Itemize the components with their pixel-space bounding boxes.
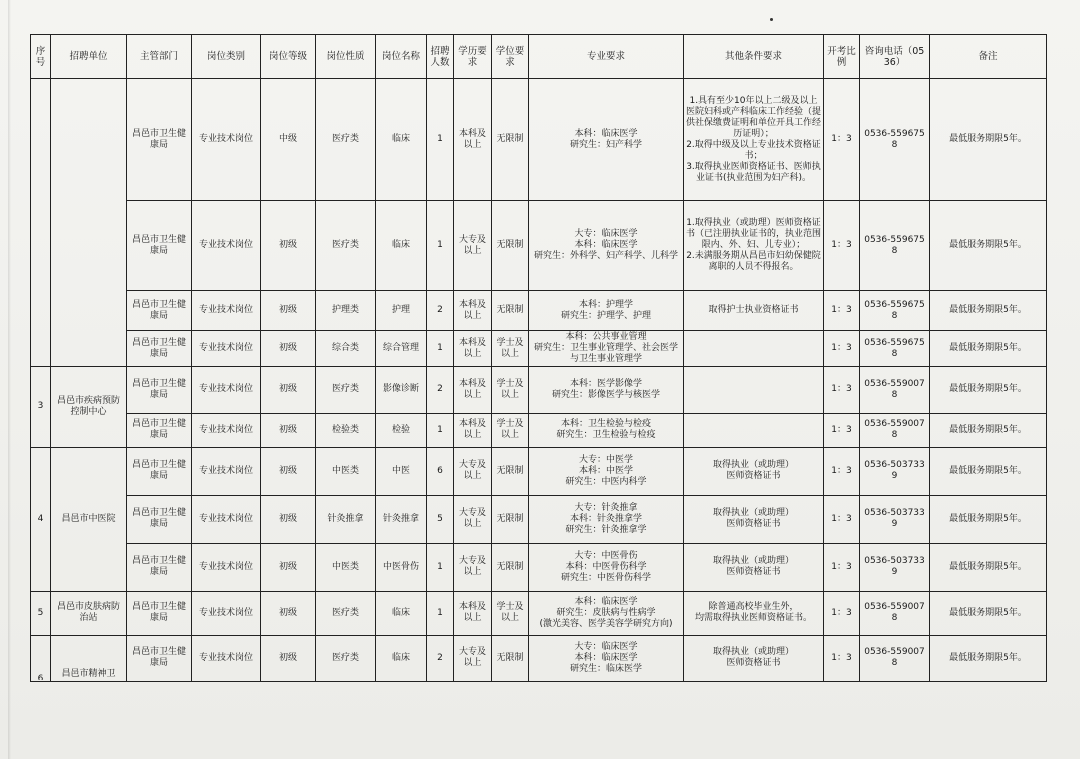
cell-other [684,79,824,201]
cell-note: 最低服务期限5年。 [930,367,1047,413]
major-line: 本科：临床医学 [574,596,638,607]
header-major: 专业要求 [529,35,684,79]
cell-note: 最低服务期限5年。 [930,495,1047,543]
cell-post-level: 初级 [261,291,316,331]
cell-other [684,291,824,331]
cell-unit [51,635,127,681]
table-row [31,543,1047,591]
cell-post-type: 专业技术岗位 [192,79,261,201]
major-line: 本科：医学影像学 [569,378,642,389]
major-line: 本科：临床医学 [574,240,638,251]
cell-seq [31,635,51,681]
cell-count: 1 [427,543,454,591]
cell-ratio: 1：3 [824,413,860,447]
cell-edu: 大专及以上 [454,201,492,291]
cell-phone: 0536-5596758 [860,331,930,367]
cell-post-type: 专业技术岗位 [192,413,261,447]
major-line: 大专：中医骨伤 [574,550,638,561]
cell-phone: 0536-5590078 [860,367,930,413]
cell-dept: 昌邑市卫生健康局 [127,367,192,413]
cell-post-level: 中级 [261,79,316,201]
cell-post-level: 初级 [261,635,316,681]
cell-post-level: 初级 [261,591,316,635]
cell-post-name: 护理 [376,291,427,331]
other-line: 2.取得中级及以上专业技术资格证书； [686,139,821,161]
cell-post-level: 初级 [261,367,316,413]
cell-ratio: 1：3 [824,447,860,495]
header-seq: 序号 [31,35,51,79]
other-line: 2.未满服务期从昌邑市妇幼保健院离职的人员不得报名。 [686,251,821,273]
cell-edu: 大专及以上 [454,635,492,681]
cell-count: 1 [427,591,454,635]
cell-post-nature: 医疗类 [316,201,376,291]
cell-major [529,201,684,291]
major-line: 本科：护理学 [578,299,633,310]
major-line: 研究生：影像医学与核医学 [551,389,660,400]
cell-phone: 0536-5596758 [860,291,930,331]
cell-post-name: 综合管理 [376,331,427,367]
cell-seq: 4 [31,447,51,591]
table-row [31,331,1047,367]
table-row [31,413,1047,447]
cell-post-level: 初级 [261,495,316,543]
major-line: 研究生：中医骨伤科学 [560,572,651,583]
cell-ratio: 1：3 [824,591,860,635]
cell-edu: 本科及以上 [454,79,492,201]
cell-other [684,635,824,681]
cell-ratio: 1：3 [824,367,860,413]
major-line: 研究生：中医内科学 [565,476,647,487]
cell-post-nature: 医疗类 [316,79,376,201]
other-line: 取得执业（或助理） [712,460,794,471]
cell-ratio: 1：3 [824,495,860,543]
cell-post-name: 检验 [376,413,427,447]
cell-note: 最低服务期限5年。 [930,201,1047,291]
cell-other [684,591,824,635]
cell-major [529,495,684,543]
cell-dept: 昌邑市卫生健康局 [127,591,192,635]
cell-other [684,495,824,543]
header-degree: 学位要求 [492,35,529,79]
cell-major [529,591,684,635]
cell-phone: 0536-5037339 [860,543,930,591]
cell-post-nature: 医疗类 [316,367,376,413]
header-count: 招聘人数 [427,35,454,79]
cell-degree: 无限制 [492,635,529,681]
major-line: 本科：临床医学 [574,652,638,663]
cell-other [684,367,824,413]
major-line: 大专：中医学 [578,454,633,465]
cell-post-nature: 中医类 [316,543,376,591]
cell-post-nature: 医疗类 [316,635,376,681]
other-line: 取得执业（或助理） [712,556,794,567]
major-line: 本科：针灸推拿学 [569,513,642,524]
header-ratio: 开考比例 [824,35,860,79]
cell-phone: 0536-5037339 [860,447,930,495]
cell-degree: 无限制 [492,79,529,201]
cell-ratio: 1：3 [824,291,860,331]
other-line: 3.取得执业医师资格证书、医师执业证书(执业范围为妇产科)。 [686,161,821,183]
cell-post-nature: 综合类 [316,331,376,367]
cell-major [529,543,684,591]
seq-number: 6 [37,674,44,680]
table-body [31,79,1047,682]
cell-degree: 学士及以上 [492,331,529,367]
cell-post-type: 专业技术岗位 [192,291,261,331]
other-line: 医师资格证书 [726,471,781,482]
cell-post-name: 针灸推拿 [376,495,427,543]
cell-post-nature: 针灸推拿 [316,495,376,543]
cell-seq: 5 [31,591,51,635]
cell-dept: 昌邑市卫生健康局 [127,447,192,495]
header-phone: 咨询电话（0536） [860,35,930,79]
cell-count: 6 [427,447,454,495]
cell-count: 1 [427,331,454,367]
cell-count: 2 [427,367,454,413]
other-line: 取得护士执业资格证书 [708,305,799,316]
cell-count: 1 [427,79,454,201]
cell-note: 最低服务期限5年。 [930,447,1047,495]
cell-post-nature: 医疗类 [316,591,376,635]
cell-edu: 本科及以上 [454,413,492,447]
other-line: 医师资格证书 [726,567,781,578]
cell-post-level: 初级 [261,543,316,591]
cell-note: 最低服务期限5年。 [930,331,1047,367]
major-line: 研究生：妇产科学 [569,139,642,150]
cell-post-level: 初级 [261,331,316,367]
cell-edu: 大专及以上 [454,495,492,543]
header-note: 备注 [930,35,1047,79]
header-unit: 招聘单位 [51,35,127,79]
cell-edu: 本科及以上 [454,591,492,635]
cell-post-type: 专业技术岗位 [192,635,261,681]
cell-post-level: 初级 [261,201,316,291]
cell-edu: 本科及以上 [454,367,492,413]
cell-major [529,413,684,447]
header-post-level: 岗位等级 [261,35,316,79]
cell-major [529,447,684,495]
cell-count: 2 [427,635,454,681]
cell-ratio: 1：3 [824,543,860,591]
cell-post-type: 专业技术岗位 [192,201,261,291]
other-line: 医师资格证书 [726,658,781,669]
cell-post-name: 中医骨伤 [376,543,427,591]
table-row [31,495,1047,543]
cell-seq: 3 [31,367,51,447]
cell-phone: 0536-5037339 [860,495,930,543]
speck [770,18,773,21]
cell-dept: 昌邑市卫生健康局 [127,79,192,201]
recruitment-table [30,34,1047,682]
table-row [31,591,1047,635]
major-line: 研究生：皮肤病与性病学 [556,607,656,618]
table-row [31,447,1047,495]
major-line: 研究生：针灸推拿学 [565,524,647,535]
other-line: 1.具有至少10年以上二级及以上医院妇科或产科临床工作经验（提供社保缴费证明和单位开具工作经历证明）； [686,95,822,139]
major-line: 本科：中医学 [578,465,633,476]
table-row [31,201,1047,291]
other-line: 取得执业（或助理） [712,647,794,658]
cell-post-name: 临床 [376,79,427,201]
cell-post-type: 专业技术岗位 [192,495,261,543]
cell-other [684,447,824,495]
cell-edu: 本科及以上 [454,331,492,367]
cell-unit: 昌邑市疾病预防控制中心 [51,367,127,447]
table-row [31,79,1047,201]
header-post-name: 岗位名称 [376,35,427,79]
cell-unit: 昌邑市中医院 [51,447,127,591]
cell-post-name: 临床 [376,201,427,291]
cell-ratio: 1：3 [824,201,860,291]
header-dept: 主管部门 [127,35,192,79]
major-line: 本科：中医骨伤科学 [565,561,647,572]
cell-phone: 0536-5590078 [860,591,930,635]
cell-dept: 昌邑市卫生健康局 [127,543,192,591]
cell-count: 5 [427,495,454,543]
cell-degree: 无限制 [492,447,529,495]
cell-note: 最低服务期限5年。 [930,413,1047,447]
major-line: 本科：临床医学 [574,128,638,139]
cell-dept: 昌邑市卫生健康局 [127,201,192,291]
unit-name: 昌邑市精神卫 [61,669,116,679]
other-line: 医师资格证书 [726,519,781,530]
major-line: 研究生：外科学、妇产科学、儿科学 [533,251,678,262]
cell-phone: 0536-5596758 [860,79,930,201]
other-line: 取得执业（或助理） [712,508,794,519]
cell-post-type: 专业技术岗位 [192,367,261,413]
cell-seq [31,79,51,367]
other-line: 均需取得执业医师资格证书。 [694,613,812,624]
cell-post-level: 初级 [261,413,316,447]
cell-post-nature: 检验类 [316,413,376,447]
cell-post-nature: 护理类 [316,291,376,331]
cell-note: 最低服务期限5年。 [930,591,1047,635]
cell-degree: 无限制 [492,543,529,591]
other-line: 除普通高校毕业生外， [708,602,799,613]
cell-note: 最低服务期限5年。 [930,79,1047,201]
header-row [31,35,1047,79]
cell-count: 1 [427,201,454,291]
cell-unit [51,79,127,367]
cell-post-nature: 中医类 [316,447,376,495]
cell-dept: 昌邑市卫生健康局 [127,291,192,331]
cell-edu: 大专及以上 [454,543,492,591]
cell-major [529,635,684,681]
cell-other [684,413,824,447]
binding-shadow [8,0,11,759]
header-post-type: 岗位类别 [192,35,261,79]
cell-degree: 学士及以上 [492,413,529,447]
cell-edu: 本科及以上 [454,291,492,331]
cell-phone: 0536-5596758 [860,201,930,291]
cell-post-type: 专业技术岗位 [192,543,261,591]
major-line: 本科：公共事业管理 [565,332,647,343]
cell-post-name: 临床 [376,635,427,681]
cell-degree: 无限制 [492,201,529,291]
major-line: 本科：卫生检验与检疫 [560,419,651,430]
major-line: 研究生：卫生检验与检疫 [556,430,656,441]
cell-major [529,367,684,413]
major-line: (激光美容、医学美容学研究方向) [539,618,673,629]
header-post-nature: 岗位性质 [316,35,376,79]
cell-degree: 无限制 [492,495,529,543]
cell-other [684,201,824,291]
cell-major [529,331,684,367]
cell-other [684,331,824,367]
cell-ratio: 1：3 [824,331,860,367]
header-other: 其他条件要求 [684,35,824,79]
cell-count: 2 [427,291,454,331]
cell-phone: 0536-5590078 [860,413,930,447]
cell-post-type: 专业技术岗位 [192,591,261,635]
table-row [31,635,1047,681]
major-line: 研究生：护理学、护理 [560,310,651,321]
cell-other [684,543,824,591]
cell-ratio: 1：3 [824,79,860,201]
major-line: 大专：针灸推拿 [574,502,638,513]
cell-count: 1 [427,413,454,447]
table-row [31,367,1047,413]
cell-major [529,79,684,201]
cell-degree: 无限制 [492,291,529,331]
other-line: 1.取得执业（或助理）医师资格证书（已注册执业证书的，执业范围限内、外、妇、儿专业）； [686,218,822,251]
cell-unit: 昌邑市皮肤病防治站 [51,591,127,635]
cell-post-name: 中医 [376,447,427,495]
cell-degree: 学士及以上 [492,591,529,635]
cell-edu: 大专及以上 [454,447,492,495]
major-line: 大专：临床医学 [574,641,638,652]
cell-post-level: 初级 [261,447,316,495]
cell-post-type: 专业技术岗位 [192,447,261,495]
cell-note: 最低服务期限5年。 [930,635,1047,681]
major-line: 研究生：卫生事业管理学、社会医学与卫生事业管理学 [533,343,678,365]
cell-post-name: 临床 [376,591,427,635]
cell-dept: 昌邑市卫生健康局 [127,495,192,543]
cell-post-name: 影像诊断 [376,367,427,413]
cell-post-type: 专业技术岗位 [192,331,261,367]
cell-ratio: 1：3 [824,635,860,681]
table-row [31,291,1047,331]
major-line: 研究生：临床医学 [569,663,642,674]
cell-dept: 昌邑市卫生健康局 [127,331,192,367]
cell-note: 最低服务期限5年。 [930,543,1047,591]
cell-phone: 0536-5590078 [860,635,930,681]
cell-dept: 昌邑市卫生健康局 [127,413,192,447]
cell-dept: 昌邑市卫生健康局 [127,635,192,681]
cell-major [529,291,684,331]
header-edu: 学历要求 [454,35,492,79]
cell-degree: 学士及以上 [492,367,529,413]
major-line: 大专：临床医学 [574,229,638,240]
cell-note: 最低服务期限5年。 [930,291,1047,331]
